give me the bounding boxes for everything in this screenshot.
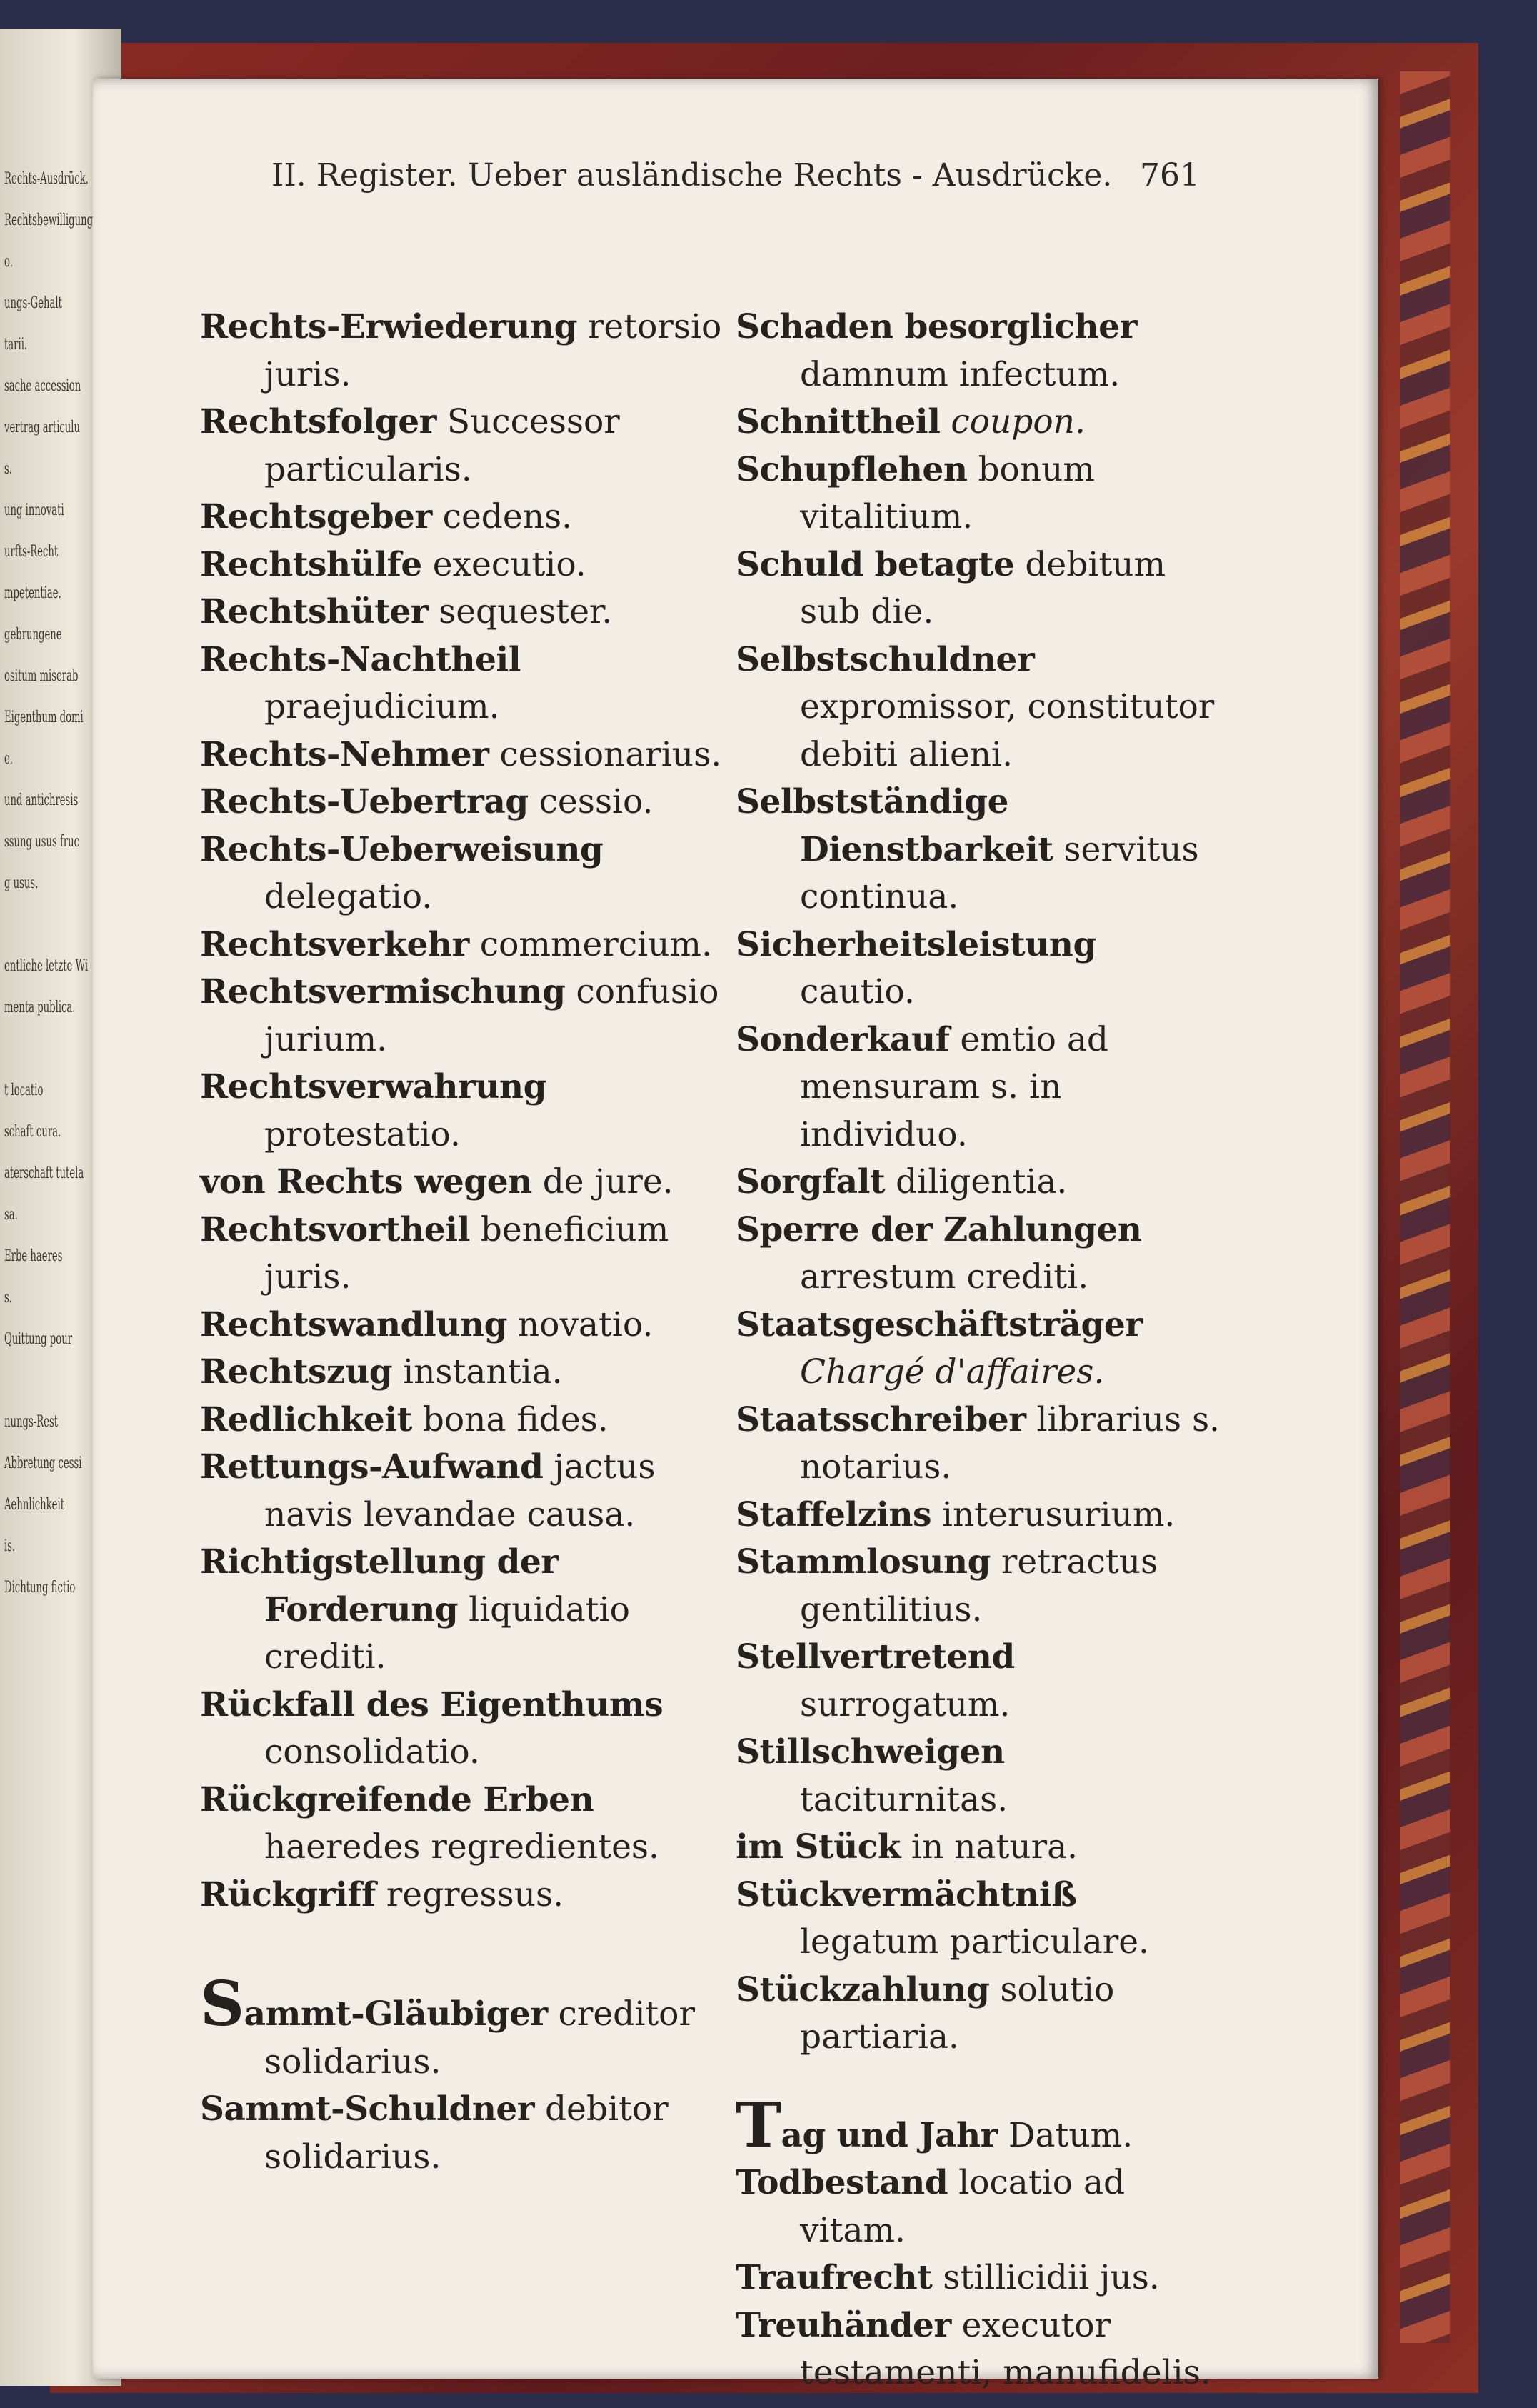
glossary-entry — [736, 2302, 1221, 2397]
left-page-fragment: ssung usus fruc — [4, 833, 80, 851]
glossary-entry — [736, 636, 1221, 779]
german-term: Rechtshüter — [200, 592, 429, 631]
left-page-fragment: Aehnlichkeit — [4, 1496, 65, 1514]
german-term: ammt-Gläubiger — [244, 1994, 548, 2034]
glossary-entry — [200, 1444, 729, 1539]
left-page-fragment: sa. — [4, 1206, 18, 1224]
german-term: Staffelzins — [736, 1494, 931, 1534]
latin-equivalent: bona fides. — [411, 1399, 609, 1439]
glossary-entry — [736, 1634, 1221, 1729]
initial-letter: T — [736, 2089, 781, 2162]
glossary-entry — [200, 1777, 729, 1872]
glossary-entry — [736, 304, 1221, 399]
latin-equivalent: damnum infectum. — [800, 354, 1121, 394]
latin-equivalent: stillicidii jus. — [932, 2258, 1160, 2297]
glossary-entry — [200, 399, 729, 494]
german-term: Redlichkeit — [200, 1399, 412, 1439]
left-page-fragment: Erbe haeres — [4, 1247, 63, 1265]
glossary-entry — [736, 921, 1221, 1016]
glossary-entry — [200, 921, 729, 969]
left-page-fragment: ungs-Gehalt — [4, 294, 62, 312]
right-column — [736, 304, 1221, 2397]
latin-equivalent: Successor particularis. — [264, 402, 620, 489]
left-page-fragment: is. — [4, 1537, 16, 1555]
german-term: Rettungs-Aufwand — [200, 1447, 544, 1487]
latin-equivalent: protestatio. — [264, 1114, 461, 1154]
glossary-entry — [736, 779, 1221, 921]
latin-equivalent: diligentia. — [885, 1162, 1068, 1201]
page-number: 761 — [1140, 157, 1200, 194]
left-page-fragment: s. — [4, 1289, 12, 1307]
left-page-fragment: ositum miserab — [4, 667, 79, 685]
german-term: Sperre der Zahlungen — [736, 1209, 1142, 1249]
glossary-entry — [200, 541, 729, 589]
glossary-entry — [736, 2159, 1221, 2254]
left-page-fragment: vertrag articulu — [4, 419, 81, 436]
latin-equivalent: taciturnitas. — [800, 1779, 1008, 1819]
german-term: Treuhänder — [736, 2305, 951, 2345]
latin-equivalent: delegatio. — [264, 877, 433, 916]
german-term: Stammlosung — [736, 1542, 991, 1582]
glossary-entry — [200, 1302, 729, 1349]
german-term: ag und Jahr — [781, 2115, 998, 2155]
german-term: Sorgfalt — [736, 1162, 886, 1201]
german-term: Sonderkauf — [736, 1019, 950, 1059]
latin-equivalent: executio. — [421, 544, 586, 584]
latin-equivalent: regressus. — [375, 1874, 564, 1914]
german-term: im Stück — [736, 1827, 901, 1867]
german-term: Staatsgeschäftsträger — [736, 1304, 1143, 1344]
left-page-fragment: Dichtung fictio — [4, 1579, 76, 1597]
left-page-fragment: s. — [4, 460, 12, 478]
latin-equivalent: consolidatio. — [264, 1732, 480, 1772]
german-term: Stillschweigen — [736, 1732, 1005, 1772]
marbled-edge — [1400, 71, 1450, 2343]
glossary-entry — [200, 1159, 729, 1207]
german-term: Staatsschreiber — [736, 1399, 1026, 1439]
latin-equivalent: legatum particulare. — [800, 1922, 1149, 1962]
glossary-entry — [736, 2089, 1221, 2162]
glossary-entry — [736, 399, 1221, 446]
glossary-entry — [200, 636, 729, 731]
left-page-fragment: schaft cura. — [4, 1123, 61, 1141]
glossary-entry — [200, 1872, 729, 1919]
glossary-entry — [736, 1967, 1221, 2062]
latin-equivalent: Datum. — [997, 2115, 1133, 2155]
left-page-fragment: entliche letzte Wi — [4, 957, 89, 975]
latin-equivalent: executor testamenti, manufidelis. — [800, 2305, 1211, 2392]
latin-equivalent: interusurium. — [931, 1494, 1176, 1534]
german-term: Schaden besorglicher — [736, 307, 1137, 346]
german-term: Rechts-Uebertrag — [200, 782, 529, 821]
glossary-entry — [200, 589, 729, 636]
latin-equivalent: commercium. — [469, 924, 712, 964]
latin-equivalent: solutio partiaria. — [800, 1969, 1115, 2057]
left-page-fragment — [4, 1373, 74, 1414]
left-page-fragment: Rechts-Ausdrück. — [4, 170, 89, 188]
latin-equivalent: creditor solidarius. — [264, 1994, 695, 2082]
german-term: Rechts-Ueberweisung — [200, 829, 604, 869]
glossary-entry — [736, 1207, 1221, 1302]
left-page-fragment: menta publica. — [4, 999, 76, 1016]
left-page-fragment: e. — [4, 750, 14, 768]
left-page-fragment: und antichresis — [4, 791, 79, 809]
german-term: Stückzahlung — [736, 1969, 990, 2009]
glossary-entry — [736, 1824, 1221, 1872]
glossary-entry — [736, 1492, 1221, 1539]
german-term: Rechtshülfe — [200, 544, 422, 584]
latin-equivalent: de jure. — [531, 1162, 674, 1201]
glossary-entry — [736, 1729, 1221, 1824]
german-term: Schnittheil — [736, 402, 941, 441]
latin-equivalent: surrogatum. — [800, 1684, 1011, 1724]
glossary-entry — [736, 541, 1221, 636]
latin-equivalent: praejudicium. — [264, 687, 500, 726]
german-term: Stellvertretend — [736, 1637, 1015, 1677]
left-page-fragment: Quittung pour — [4, 1330, 73, 1348]
left-page-fragment: g usus. — [4, 874, 39, 892]
german-term: Rückfall des Eigenthums — [200, 1684, 664, 1724]
latin-equivalent: haeredes regredientes. — [264, 1827, 659, 1867]
german-term: Schupflehen — [736, 449, 968, 489]
italic-equivalent: coupon. — [940, 402, 1086, 441]
german-term: Sammt-Schuldner — [200, 2089, 535, 2129]
latin-equivalent: cessionarius. — [489, 734, 722, 774]
glossary-entry — [200, 1682, 729, 1777]
left-page-fragment: gebrungene — [4, 626, 62, 644]
header-title: II. Register. Ueber ausländische Rechts - Ausdrücke. — [271, 157, 1113, 194]
german-term: Rechtsverwahrung — [200, 1067, 546, 1106]
latin-equivalent: in natura. — [900, 1827, 1078, 1867]
latin-equivalent: debitor solidarius. — [264, 2089, 669, 2177]
left-page-fragment: mpetentiae. — [4, 584, 61, 602]
latin-equivalent: beneficium juris. — [264, 1209, 669, 1297]
latin-equivalent: sequester. — [428, 592, 613, 631]
german-term: Rückgreifende Erben — [200, 1779, 594, 1819]
glossary-entry — [736, 1872, 1221, 1967]
german-term: Rechtsverkehr — [200, 924, 469, 964]
german-term: Rechtswandlung — [200, 1304, 507, 1344]
german-term: Rechtsvermischung — [200, 972, 566, 1011]
running-header — [271, 157, 1200, 229]
glossary-entry — [200, 1349, 729, 1397]
latin-equivalent: novatio. — [506, 1304, 654, 1344]
german-term: Selbstschuldner — [736, 639, 1035, 679]
latin-equivalent: librarius s. notarius. — [800, 1399, 1220, 1487]
glossary-entry — [200, 969, 729, 1064]
latin-equivalent: debitum sub die. — [800, 544, 1166, 631]
left-page-fragment — [4, 1041, 74, 1083]
german-term: von Rechts wegen — [200, 1162, 532, 1201]
latin-equivalent: arrestum crediti. — [800, 1257, 1089, 1297]
glossary-entry — [200, 1064, 729, 1159]
glossary-entry — [200, 779, 729, 826]
latin-equivalent: locatio ad vitam. — [800, 2163, 1126, 2250]
latin-equivalent: cessio. — [528, 782, 654, 821]
german-term: Schuld betagte — [736, 544, 1015, 584]
german-term: Rechtsvortheil — [200, 1209, 470, 1249]
left-page-fragment: o. — [4, 253, 13, 271]
german-term: Rechts-Nachtheil — [200, 639, 521, 679]
german-term: Traufrecht — [736, 2258, 933, 2297]
glossary-entry — [200, 1397, 729, 1444]
german-term: Richtigstellung der Forderung — [200, 1542, 559, 1629]
glossary-entry — [736, 1539, 1221, 1634]
glossary-entry — [200, 494, 729, 541]
glossary-entry — [200, 1968, 729, 2086]
latin-equivalent: confusio jurium. — [264, 972, 719, 1059]
german-term: Rechtsgeber — [200, 497, 432, 536]
german-term: Rechts-Nehmer — [200, 734, 489, 774]
glossary-entry — [736, 1159, 1221, 1207]
german-term: Stückvermächtniß — [736, 1874, 1077, 1914]
left-page-fragment: Abbretung cessi — [4, 1454, 82, 1472]
german-term: Selbstständige Dienstbarkeit — [736, 782, 1053, 869]
left-column — [200, 304, 729, 2181]
german-term: Rechtsfolger — [200, 402, 436, 441]
left-page-fragment: Rechtsbewilligung — [4, 211, 94, 229]
left-page-fragment: aterschaft tutela — [4, 1164, 84, 1182]
glossary-entry — [200, 1539, 729, 1682]
german-term: Todbestand — [736, 2163, 948, 2202]
left-page-fragment: Eigenthum domi — [4, 709, 84, 726]
left-page-fragment: tarii. — [4, 336, 28, 354]
latin-equivalent: instantia. — [392, 1352, 563, 1392]
left-page-fragment: sache accession — [4, 377, 81, 395]
glossary-entry — [200, 304, 729, 399]
glossary-entry — [736, 1397, 1221, 1492]
left-page-fragment: ung innovati — [4, 501, 64, 519]
latin-equivalent: retorsio juris. — [264, 307, 722, 394]
latin-equivalent: servitus continua. — [800, 829, 1199, 916]
latin-equivalent: emtio ad mensuram s. in individuo. — [800, 1019, 1108, 1154]
initial-letter: S — [200, 1968, 244, 2040]
glossary-entry — [736, 2254, 1221, 2302]
german-term: Rechtszug — [200, 1352, 393, 1392]
left-page-fragment: nungs-Rest — [4, 1413, 59, 1431]
german-term: Rechts-Erwiederung — [200, 307, 577, 346]
glossary-entry — [736, 446, 1221, 541]
glossary-entry — [736, 1302, 1221, 1397]
left-page-fragment: urfts-Recht — [4, 543, 59, 561]
latin-equivalent: cedens. — [431, 497, 573, 536]
glossary-entry — [200, 2086, 729, 2181]
latin-equivalent: jactus navis levandae causa. — [264, 1447, 656, 1534]
glossary-entry — [200, 731, 729, 779]
left-page-fragment: t locatio — [4, 1081, 44, 1099]
glossary-entry — [200, 826, 729, 921]
latin-equivalent: cautio. — [800, 972, 915, 1011]
italic-equivalent: Chargé d'affaires. — [800, 1352, 1105, 1392]
latin-equivalent: retractus gentilitius. — [800, 1542, 1158, 1629]
german-term: Sicherheitsleistung — [736, 924, 1096, 964]
german-term: Rückgriff — [200, 1874, 376, 1914]
latin-equivalent: expromissor, constitutor debiti alieni. — [800, 687, 1215, 774]
latin-equivalent: liquidatio crediti. — [264, 1589, 630, 1677]
glossary-entry — [200, 1207, 729, 1302]
left-page-fragment — [4, 917, 74, 959]
latin-equivalent: bonum vitalitium. — [800, 449, 1095, 536]
glossary-entry — [736, 1016, 1221, 1159]
